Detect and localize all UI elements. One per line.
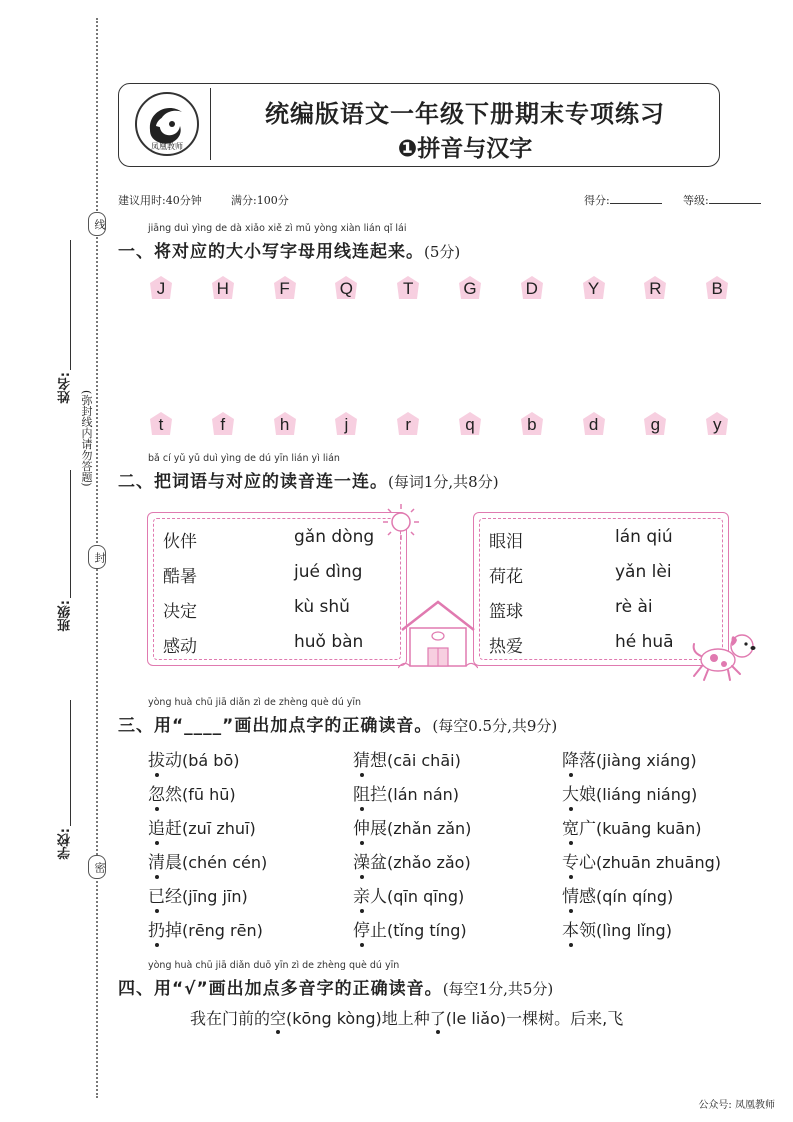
q3-item[interactable] (562, 780, 697, 805)
q3-dotted-char: 宽 (562, 819, 579, 839)
q4-options-2[interactable]: (le liǎo)一棵树。后来,飞 (445, 1009, 624, 1028)
score-blank[interactable] (610, 193, 662, 204)
grade-field[interactable] (683, 192, 761, 208)
score-field[interactable] (584, 192, 662, 208)
q2-left-word[interactable]: 伙伴 (163, 532, 197, 552)
uppercase-letter-text: Q (339, 279, 353, 298)
uppercase-letter[interactable] (519, 275, 545, 301)
lowercase-letter-text: q (465, 415, 475, 434)
q2-left-word[interactable]: 决定 (163, 602, 197, 622)
grade-label: 等级: (683, 194, 709, 207)
q3-item[interactable] (562, 814, 701, 839)
q3-char: 盆 (370, 853, 387, 873)
q3-item[interactable] (148, 916, 263, 941)
q3-score: (每空0.5分,共9分) (432, 717, 558, 735)
uppercase-letter-text: T (402, 279, 414, 298)
q2-right-word[interactable]: 篮球 (489, 602, 523, 622)
q3-char: 赶 (165, 819, 182, 839)
lowercase-letter-text: d (588, 415, 599, 434)
page-title: 统编版语文一年级下册期末专项练习 (265, 100, 665, 128)
q3-char: 心 (579, 853, 596, 873)
grade-blank[interactable] (709, 193, 761, 204)
q3-char: 动 (165, 751, 182, 771)
uppercase-letter-text: R (649, 279, 662, 298)
page-subtitle: ❶拼音与汉字 (397, 136, 533, 162)
lowercase-letter[interactable] (272, 411, 298, 437)
q2-right-word[interactable]: 眼泪 (489, 532, 523, 552)
q3-dotted-char: 追 (148, 819, 165, 839)
uppercase-letter-text: Y (587, 279, 600, 298)
q3-dotted-char: 猜 (353, 751, 370, 771)
lowercase-letter[interactable] (148, 411, 174, 437)
q3-item[interactable] (562, 848, 721, 873)
q4-sentence (190, 1006, 623, 1029)
q1-title-text: 一、将对应的大小写字母用线连起来。 (118, 242, 424, 262)
q2-right-pinyin[interactable]: rè ài (615, 597, 653, 617)
uppercase-letter-text: B (711, 279, 723, 298)
phoenix-logo-icon (128, 90, 206, 162)
q3-options[interactable]: (qīn qīng) (387, 887, 465, 906)
q3-char: 感 (579, 887, 596, 907)
q3-options[interactable]: (kuāng kuān) (596, 819, 702, 838)
q3-item[interactable] (353, 780, 459, 805)
q3-item[interactable] (353, 848, 471, 873)
q4-options-1[interactable]: (kōng kòng)地上种 (286, 1009, 430, 1028)
q3-options[interactable]: (tǐng tíng) (387, 921, 467, 940)
q3-dotted-char: 本 (562, 921, 579, 941)
q4-dotted-char: 空 (270, 1009, 287, 1028)
q2-left-pinyin[interactable]: jué dìng (294, 562, 363, 582)
q3-item[interactable] (353, 814, 471, 839)
name-label: 姓名: (58, 372, 73, 404)
logo-text: 凤凰教师 (151, 142, 183, 151)
q2-left-pinyin[interactable]: huǒ bàn (294, 632, 364, 652)
q3-dotted-char: 扔 (148, 921, 165, 941)
uppercase-letter[interactable] (581, 275, 607, 301)
q3-item[interactable] (148, 848, 267, 873)
q3-char: 然 (165, 785, 182, 805)
q3-options[interactable]: (bá bō) (182, 751, 240, 770)
uppercase-letter-text: D (525, 279, 538, 298)
lowercase-letter[interactable] (210, 411, 236, 437)
q3-char: 人 (370, 887, 387, 907)
q3-dotted-char: 情 (562, 887, 579, 907)
q2-left-word[interactable]: 感动 (163, 637, 197, 657)
q3-title-text: 三、用“____”画出加点字的正确读音。 (118, 716, 433, 736)
q3-options[interactable]: (zhǎo zǎo) (387, 853, 471, 872)
q3-char: 想 (370, 751, 387, 771)
q3-char: 拦 (370, 785, 387, 805)
q3-dotted-char: 清 (148, 853, 165, 873)
q3-options[interactable]: (jiàng xiáng) (596, 751, 697, 770)
q2-score: (每词1分,共8分) (388, 473, 499, 491)
q3-item[interactable] (353, 916, 467, 941)
uppercase-letter[interactable] (333, 275, 359, 301)
time-label: 建议用时:40分钟 (118, 194, 202, 207)
q3-char: 经 (165, 887, 182, 907)
q3-options[interactable]: (chén cén) (182, 853, 268, 872)
lowercase-letter-text: y (712, 415, 722, 434)
q3-item[interactable] (148, 780, 236, 805)
uppercase-letter[interactable] (210, 275, 236, 301)
q3-item[interactable] (353, 746, 461, 771)
q4-title-text: 四、用“√”画出加点多音字的正确读音。 (118, 979, 443, 999)
q3-dotted-char: 伸 (353, 819, 370, 839)
seal-note: (弥封线内请勿答题) (80, 390, 93, 487)
lowercase-letter[interactable] (642, 411, 668, 437)
q3-char: 娘 (579, 785, 596, 805)
dog-icon (690, 630, 760, 684)
lowercase-letter-text: j (344, 415, 349, 434)
lowercase-letter[interactable] (519, 411, 545, 437)
lowercase-letter-text: r (405, 415, 412, 434)
q3-char: 止 (370, 921, 387, 941)
lowercase-letter[interactable] (581, 411, 607, 437)
q4-sentence-a: 我在门前的 (190, 1009, 271, 1028)
q1-score: (5分) (424, 243, 461, 261)
name-line[interactable] (70, 240, 71, 370)
lowercase-letter[interactable] (457, 411, 483, 437)
q2-right-word[interactable]: 热爱 (489, 637, 523, 657)
q3-options[interactable]: (qín qíng) (596, 887, 674, 906)
uppercase-letter-text: G (463, 279, 477, 298)
seal-char-mi: 密 (88, 855, 106, 879)
footer: 公众号: 凤凰教师 (698, 1100, 775, 1111)
lowercase-letter-text: t (158, 415, 164, 434)
lowercase-letter-text: h (279, 415, 290, 434)
q3-options[interactable]: (fū hū) (182, 785, 236, 804)
uppercase-letter-text: H (216, 279, 229, 298)
q3-dotted-char: 澡 (353, 853, 370, 873)
q3-item[interactable] (148, 882, 248, 907)
q3-item[interactable] (353, 882, 464, 907)
q4-pinyin: yòng huà chū jiā diǎn duō yīn zì de zhèng què dú yīn (148, 960, 400, 971)
class-label: 班级: (58, 600, 73, 632)
logo-divider (210, 88, 211, 160)
q3-options[interactable]: (jīng jīn) (182, 887, 248, 906)
lowercase-letter-text: b (527, 415, 537, 434)
q3-item[interactable] (562, 746, 697, 771)
q3-dotted-char: 降 (562, 751, 579, 771)
q3-dotted-char: 停 (353, 921, 370, 941)
q3-options[interactable]: (rēng rēn) (182, 921, 263, 940)
lowercase-letter[interactable] (395, 411, 421, 437)
q4-dotted-char: 了 (429, 1009, 446, 1028)
logo (128, 90, 206, 162)
q3-options[interactable]: (zhuān zhuāng) (596, 853, 721, 872)
uppercase-letter-text: F (279, 279, 290, 298)
seal-char-feng: 封 (88, 545, 106, 569)
q3-dotted-char: 已 (148, 887, 165, 907)
lowercase-letter-text: f (220, 415, 226, 434)
q3-dotted-char: 专 (562, 853, 579, 873)
house-icon (398, 598, 478, 670)
q3-char: 广 (579, 819, 596, 839)
seal-char-xian: 线 (88, 212, 106, 236)
q3-pinyin: yòng huà chū jiā diǎn zì de zhèng què dú yīn (148, 697, 362, 708)
q3-char: 晨 (165, 853, 182, 873)
q3-item[interactable] (562, 916, 672, 941)
score-label: 得分: (584, 194, 610, 207)
q3-char: 掉 (165, 921, 182, 941)
q2-title-text: 二、把词语与对应的读音连一连。 (118, 472, 388, 492)
q2-right-pinyin[interactable]: lán qiú (615, 527, 673, 547)
q4-score: (每空1分,共5分) (442, 980, 554, 998)
uppercase-letter[interactable] (395, 275, 421, 301)
q3-options[interactable]: (lán nán) (387, 785, 460, 804)
uppercase-letter-text: J (156, 279, 166, 298)
full-score: 满分:100分 (231, 194, 289, 207)
lowercase-letter-text: g (650, 415, 661, 434)
q3-options[interactable]: (cāi chāi) (387, 751, 461, 770)
sun-icon (378, 502, 424, 542)
q3-char: 落 (579, 751, 596, 771)
q1-title (118, 237, 460, 262)
q2-right-word[interactable]: 荷花 (489, 567, 523, 587)
lowercase-letter[interactable] (333, 411, 359, 437)
q2-right-pinyin[interactable]: yǎn lèi (615, 562, 672, 582)
q2-right-pinyin[interactable]: hé huā (615, 632, 674, 652)
uppercase-letter[interactable] (457, 275, 483, 301)
q3-item[interactable] (562, 882, 673, 907)
q2-title (118, 467, 499, 492)
lowercase-letter[interactable] (704, 411, 730, 437)
q4-title (118, 974, 553, 999)
q3-dotted-char: 拔 (148, 751, 165, 771)
uppercase-letter[interactable] (148, 275, 174, 301)
q3-options[interactable]: (lìng lǐng) (596, 921, 672, 940)
q3-title (118, 711, 557, 736)
q1-pinyin: jiāng duì yìng de dà xiǎo xiě zì mǔ yòng xiàn lián qǐ lái (148, 223, 407, 234)
school-label: 学校: (58, 828, 73, 860)
uppercase-letter[interactable] (704, 275, 730, 301)
q2-left-word[interactable]: 酷暑 (163, 567, 197, 587)
q2-left-pinyin[interactable]: kù shǔ (294, 597, 350, 617)
q3-options[interactable]: (zhǎn zǎn) (387, 819, 472, 838)
q3-dotted-char: 忽 (148, 785, 165, 805)
q3-item[interactable] (148, 814, 256, 839)
q3-char: 展 (370, 819, 387, 839)
q3-item[interactable] (148, 746, 239, 771)
school-line[interactable] (70, 700, 71, 826)
q3-options[interactable]: (zuī zhuī) (182, 819, 256, 838)
q3-options[interactable]: (liáng niáng) (596, 785, 698, 804)
q3-dotted-char: 阻 (353, 785, 370, 805)
class-line[interactable] (70, 470, 71, 598)
uppercase-letter[interactable] (272, 275, 298, 301)
q2-left-pinyin[interactable]: gǎn dòng (294, 527, 375, 547)
q3-dotted-char: 大 (562, 785, 579, 805)
q3-dotted-char: 亲 (353, 887, 370, 907)
uppercase-letter[interactable] (642, 275, 668, 301)
q2-pinyin: bǎ cí yǔ yǔ duì yìng de dú yīn lián yì lián (148, 453, 340, 464)
q3-char: 领 (579, 921, 596, 941)
